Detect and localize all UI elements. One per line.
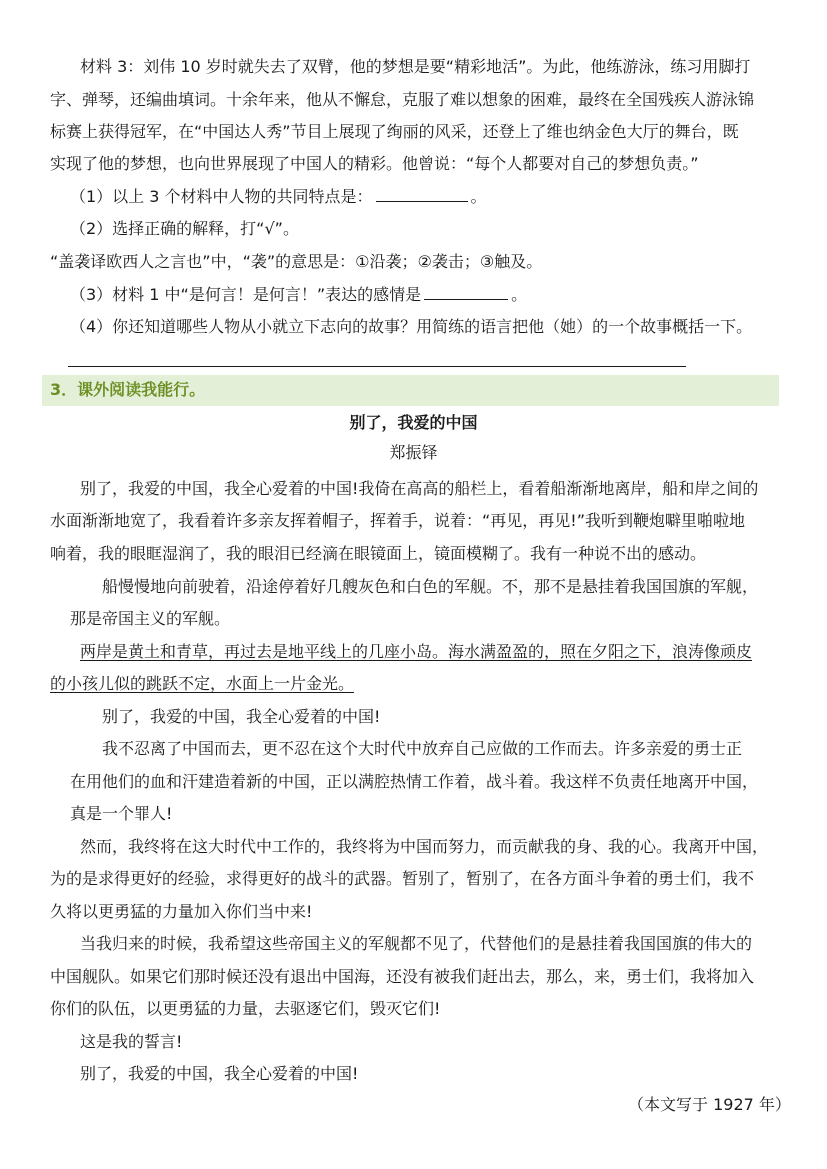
question-1-suffix: 。 bbox=[470, 187, 487, 206]
question-4: （4）你还知道哪些人物从小就立下志向的故事？用简练的语言把他（她）的一个故事概括一下。 bbox=[70, 317, 753, 336]
question-4-answer-line[interactable] bbox=[68, 366, 686, 367]
question-1-text: （1）以上 3 个材料中人物的共同特点是： bbox=[70, 187, 373, 206]
material3-line-4: 实现了他的梦想，也向世界展现了中国人的精彩。他曾说：“每个人都要对自己的梦想负责。” bbox=[50, 154, 699, 173]
article-paragraph-6-line-1: 然而，我终将在这大时代中工作的，我终将为中国而努力，而贡献我的身、我的心。我离开中国， bbox=[80, 837, 769, 856]
question-3 bbox=[70, 284, 527, 306]
article-paragraph-5-line-3: 真是一个罪人! bbox=[70, 804, 173, 823]
question-3-answer-blank[interactable] bbox=[424, 284, 508, 300]
article-paragraph-6-line-2: 为的是求得更好的经验，求得更好的战斗的武器。暂别了，暂别了，在各方面斗争着的勇士们，我不 bbox=[50, 869, 755, 888]
material3-line-2: 字、弹琴，还编曲填词。十余年来，他从不懈怠，克服了难以想象的困难，最终在全国残疾人游泳锦 bbox=[50, 90, 755, 109]
question-3-suffix: 。 bbox=[511, 285, 528, 304]
article-paragraph-7-line-3: 你们的队伍，以更勇猛的力量，去驱逐它们，毁灭它们! bbox=[50, 999, 441, 1018]
article-paragraph-7-line-1: 当我归来的时候，我希望这些帝国主义的军舰都不见了，代替他们的是悬挂着我国国旗的伟大的 bbox=[80, 934, 753, 953]
article-paragraph-2-line-1: 船慢慢地向前驶着，沿途停着好几艘灰色和白色的军舰。不，那不是悬挂着我国国旗的军舰， bbox=[102, 577, 759, 596]
article-date-note: （本文写于 1927 年） bbox=[628, 1095, 791, 1114]
article-paragraph-1-line-3: 响着，我的眼眶湿润了，我的眼泪已经滴在眼镜面上，镜面模糊了。我有一种说不出的感动。 bbox=[50, 544, 707, 563]
article-paragraph-6-line-3: 久将以更勇猛的力量加入你们当中来! bbox=[50, 902, 313, 921]
article-author: 郑振铎 bbox=[389, 443, 438, 462]
article-paragraph-1-line-1: 别了，我爱的中国，我全心爱着的中国!我倚在高高的船栏上，看着船渐渐地离岸，船和岸之间的 bbox=[80, 479, 759, 498]
article-paragraph-5-line-2: 在用他们的血和汗建造着新的中国，正以满腔热情工作着，战斗着。我这样不负责任地离开中国， bbox=[70, 772, 759, 791]
question-2: （2）选择正确的解释，打“√”。 bbox=[70, 219, 299, 238]
question-2-item: “盖袭译欧西人之言也”中，“袭”的意思是：①沿袭；②袭击；③触及。 bbox=[50, 252, 543, 271]
section-heading: 3．课外阅读我能行。 bbox=[50, 380, 206, 399]
article-paragraph-4: 别了，我爱的中国，我全心爱着的中国! bbox=[102, 707, 381, 726]
article-paragraph-9: 别了，我爱的中国，我全心爱着的中国! bbox=[80, 1064, 359, 1083]
section-heading-bar bbox=[42, 375, 779, 406]
article-paragraph-3-line-1: 两岸是黄土和青草，再过去是地平线上的几座小岛。海水满盈盈的，照在夕阳之下，浪涛像顽皮 bbox=[80, 642, 753, 661]
article-paragraph-3-line-2: 的小孩儿似的跳跃不定，水面上一片金光。 bbox=[50, 674, 355, 693]
article-paragraph-8: 这是我的誓言! bbox=[80, 1032, 183, 1051]
question-1 bbox=[70, 186, 487, 208]
article-paragraph-7-line-2: 中国舰队。如果它们那时候还没有退出中国海，还没有被我们赶出去，那么，来，勇士们，我将加入 bbox=[50, 967, 755, 986]
article-paragraph-5-line-1: 我不忍离了中国而去，更不忍在这个大时代中放弃自己应做的工作而去。许多亲爱的勇士正 bbox=[102, 739, 743, 758]
article-paragraph-2-line-2: 那是帝国主义的军舰。 bbox=[70, 609, 231, 628]
article-title: 别了，我爱的中国 bbox=[349, 413, 478, 432]
question-1-answer-blank[interactable] bbox=[376, 186, 468, 202]
material3-line-3: 标赛上获得冠军，在“中国达人秀”节目上展现了绚丽的风采，还登上了维也纳金色大厅的舞台，既 bbox=[50, 122, 739, 141]
question-3-text: （3）材料 1 中“是何言！是何言！”表达的感情是 bbox=[70, 285, 422, 304]
article-paragraph-1-line-2: 水面渐渐地宽了，我看着许多亲友挥着帽子，挥着手，说着：“再见，再见!”我听到鞭炮噼里啪啦地 bbox=[50, 511, 745, 530]
material3-line-1: 材料 3：刘伟 10 岁时就失去了双臂，他的梦想是要“精彩地活”。为此，他练游泳，练习用脚打 bbox=[80, 57, 751, 76]
